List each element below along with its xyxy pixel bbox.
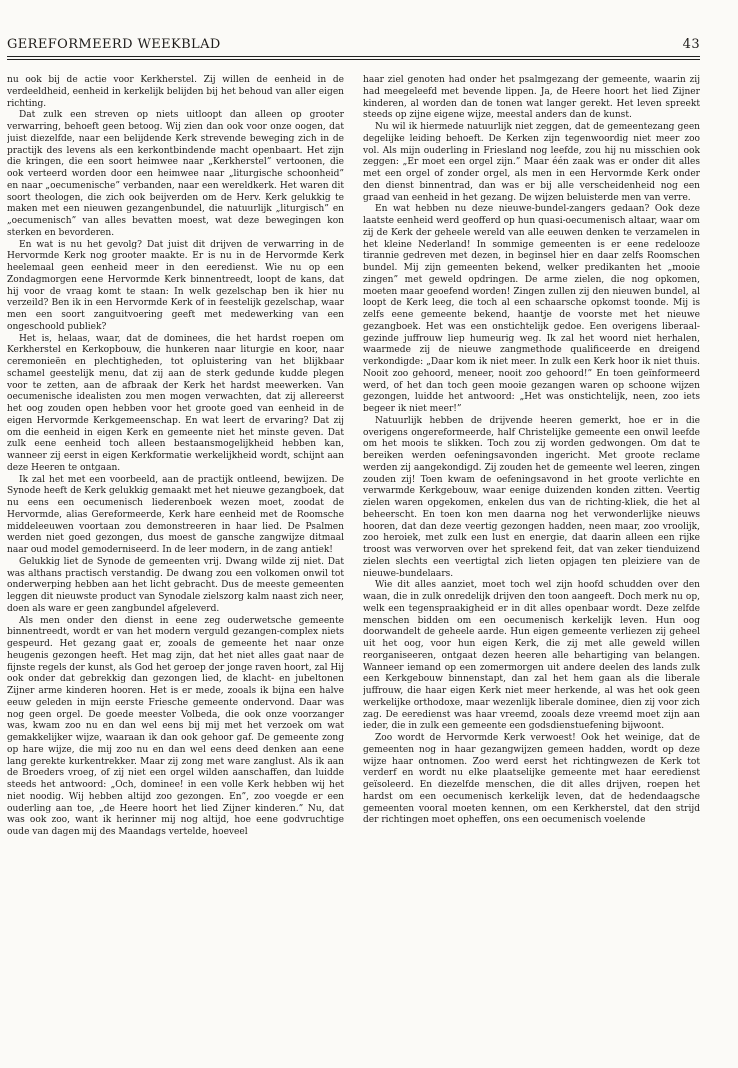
journal-title: GEREFORMEERD WEEKBLAD	[7, 37, 221, 52]
paragraph: Nu wil ik hiermede natuurlijk niet zeggen, dat de gemeentezang geen degelijke leiding behoeft. De Kerken zijn tegenwoordig niet meer zoo vol. Als mijn ouderling in Friesland nog leefde, zou hij nu misschien ook zeggen: „Er moet een orgel zijn.” Maar één zaak was er onder dit alles met een orgel of zonder orgel, als men in een Hervormde Kerk onder den dienst binnentrad, dan was er bij alle verscheidenheid nog een graad van eenheid in het gezang. De wijzen beluisterde men van verre.	[363, 122, 700, 203]
paragraph: nu ook bij de actie voor Kerkherstel. Zij willen de eenheid in de verdeeldheid, eenheid in kerkelijk belijden bij het behoud van aller eigen richting.	[7, 75, 344, 109]
paragraph: Zoo wordt de Hervormde Kerk verwoest! Ook het weinige, dat de gemeenten nog in haar gezangwijzen gemeen hadden, wordt op deze wijze haar ontnomen. Zoo werd eerst het richtingwezen de Kerk tot verderf en wordt nu elke plaatselijke gemeente met haar eeredienst geïsoleerd. En diezelfde menschen, die dit alles drijven, roepen het hardst om een oecumenisch kerkelijk leven, dat de hedendaagsche gemeenten vooral moeten kennen, om een Kerkherstel, dat den strijd der richtingen moet opheffen, ons een oecumenisch voelende	[363, 733, 700, 826]
header-rule-thick	[7, 56, 700, 57]
paragraph: Dat zulk een streven op niets uitloopt dan alleen op grooter verwarring, behoeft geen betoog. Wij zien dan ook voor onze oogen, dat juist diezelfde, naar een belijdende Kerk strevende beweging zich in de practijk des levens als een kerkontbindende macht openbaart. Het zijn die kringen, die een soort heimwee naar „Kerkherstel” vertoonen, die ook verteerd worden door een heimwee naar „liturgische schoonheid” en naar „oecumenische” verbanden, naar een wereldkerk. Het waren dit soort theologen, die zich ook beijverden om de Herv. Kerk gelukkig te maken met een nieuwen gezangenbundel, die natuurlijk „liturgisch” en „oecumenisch” van alles bevatten moest, wat deze bewegingen kon sterken en bevorderen.	[7, 110, 344, 238]
paragraph: Natuurlijk hebben de drijvende heeren gemerkt, hoe er in die overigens ongereformeerde, half Christelijke gemeente een onwil leefde om het moois te slikken. Toch zou zij worden gedwongen. Om dat te bereiken werden oefeningsavonden ingericht. Met groote reclame werden zij aangekondigd. Zij zouden het de gemeente wel leeren, zingen zouden zij! Toen kwam de oefeningsavond in het groote verlichte en verwarmde Kerkgebouw, waar eenige duizenden konden zitten. Veertig zielen waren opgekomen, enkelen dus van de richting-kliek, die het al beheerscht. En toen kon men daarna nog het verwonderlijke nieuws hooren, dat dan deze veertig gezongen hadden, neen maar, zoo vroolijk, zoo heroiek, met zulk een lust en energie, dat daarin alleen een rijke troost was verworven over het sprekend feit, dat van zeker tienduizend zielen slechts een veertigtal zich lieten opjagen ten pleiziere van de nieuwe-bundelaars.	[363, 415, 700, 579]
paragraph: En wat hebben nu deze nieuwe-bundel-zangers gedaan? Ook deze laatste eenheid werd geofferd op hun quasi-oecumenisch altaar, waar om zij de Kerk der geheele wereld van alle eeuwen denken te verzamelen in het kleine Nederland! In sommige gemeenten is er eene redelooze tirannie gedreven met dezen, in beginsel hier en daar zelfs Roomschen bundel. Mij zijn gemeenten bekend, welker predikanten het „mooie zingen” met geweld opdringen. De arme zielen, die nog opkomen, moeten maar geoefend worden! Zingen zullen zij den nieuwen bundel, al loopt de Kerk leeg, die toch al een schaarsche opkomst toonde. Mij is zelfs eene gemeente bekend, haantje de voorste met het nieuwe gezangboek. Het was een onstichtelijk gedoe. Een overigens liberaal-gezinde juffrouw liep humeurig weg. Ik zal het woord niet herhalen, waarmede zij de nieuwe zangmethode qualificeerde en dreigend verkondigde: „Daar kom ik niet meer. In zulk een Kerk hoor ik niet thuis. Nooit zoo gehoord, meneer, nooit zoo gehoord!” En toen geïnformeerd werd, of het dan toch geen mooie gezangen waren op schoone wijzen gezongen, luidde het antwoord: „Het was onstichtelijk, neen, zoo iets begeer ik niet meer!”	[363, 204, 700, 414]
article-body	[7, 75, 700, 1050]
left-column	[7, 75, 344, 1050]
header-rule-thin	[7, 59, 700, 60]
paragraph: Het is, helaas, waar, dat de dominees, die het hardst roepen om Kerkherstel en Kerkopbouw, die hunkeren naar liturgie en koor, naar ceremonieën en plechtigheden, tot opluistering van het blijkbaar schamel geestelijk menu, dat zij aan de sterk gedunde kudde plegen voor te zetten, aan de afbraak der Kerk het hardst meewerken. Van oecumenische idealisten zou men mogen verwachten, dat zij allereerst het oog zouden open hebben voor het groote goed van eenheid in de eigen Hervormde Kerkgemeenschap. En wat leert de ervaring? Dat zij om die eenheid in eigen Kerk en gemeente niet het minste geven. Dat zulk eene eenheid toch alleen bestaansmogelijkheid hebben kan, wanneer zij eerst in eigen Kerkformatie werkelijkheid wordt, schijnt aan deze Heeren te ontgaan.	[7, 333, 344, 473]
paragraph: haar ziel genoten had onder het psalmgezang der gemeente, waarin zij had meegeleefd met bevende lippen. Ja, de Heere hoort het lied Zijner kinderen, al worden dan de tonen wat langer gerekt. Het leven spreekt steeds op zijne eigene wijze, meestal anders dan de kunst.	[363, 75, 700, 121]
paragraph: Gelukkig liet de Synode de gemeenten vrij. Dwang wilde zij niet. Dat was althans practisch verstandig. De dwang zou een volkomen onwil tot onderwerping hebben aan het licht gebracht. Dus de meeste gemeenten leggen dit nieuwste product van Synodale zielszorg kalm naast zich neer, doen als ware er geen zangbundel afgeleverd.	[7, 556, 344, 614]
paragraph: En wat is nu het gevolg? Dat juist dit drijven de verwarring in de Hervormde Kerk nog grooter maakte. Er is nu in de Hervormde Kerk heelemaal geen eenheid meer in den eeredienst. Wie nu op een Zondagmorgen eene Hervormde Kerk binnentreedt, loopt de kans, dat hij voor de vraag komt te staan: In welk gezelschap ben ik hier nu verzeild? Ben ik in een Hervormde Kerk of in feestelijk gezelschap, waar men een soort zanguitvoering geeft met medewerking van een ongeschoold publiek?	[7, 239, 344, 332]
page-number: 43	[682, 37, 700, 52]
right-column	[363, 75, 700, 1050]
paragraph: Ik zal het met een voorbeeld, aan de practijk ontleend, bewijzen. De Synode heeft de Kerk gelukkig gemaakt met het nieuwe gezangboek, dat nu eens een oecumenisch liederenboek wezen moet, zoodat de Hervormde, alias Gereformeerde, Kerk hare eenheid met de Roomsche middeleeuwen voortaan zou demonstreeren in haar lied. De Psalmen werden niet goed gezongen, dus moest de gansche zangwijze ditmaal naar oud model gemoderniseerd. In de leer modern, in de zang antiek!	[7, 474, 344, 555]
paragraph: Als men onder den dienst in eene zeg ouderwetsche gemeente binnentreedt, wordt er van het modern verguld gezangen-complex niets gespeurd. Het gezang gaat er, zooals de gemeente het naar onze heugenis gezongen heeft. Het mag zijn, dat het niet alles gaat naar de fijnste regels der kunst, als God het geroep der jonge raven hoort, zal Hij ook onder dat gebrekkig dan gezongen lied, de klacht- en jubeltonen Zijner arme kinderen hooren. Het is er mede, zooals ik bijna een halve eeuw geleden in mijn eerste Friesche gemeente ondervond. Daar was nog geen orgel. De goede meester Volbeda, die ook onze voorzanger was, kwam zoo nu en dan wel eens bij mij met het verzoek om wat gemakkelijker wijze, waaraan ik dan ook gehoor gaf. De gemeente zong op hare wijze, die mij zoo nu en dan wel eens deed denken aan eene lang gerekte kurkentrekker. Maar zij zong met ware zanglust. Als ik aan de Broeders vroeg, of zij niet een orgel wilden aanschaffen, dan luidde steeds het antwoord: „Och, dominee! in een volle Kerk hebben wij het niet noodig. Wij hebben altijd zoo gezongen. En”, zoo voegde er een ouderling aan toe, „de Heere hoort het lied Zijner kinderen.” Nu, dat was ook zoo, want ik herinner mij nog altijd, hoe eene godvruchtige oude van dagen mij des Maandags vertelde, hoeveel	[7, 615, 344, 837]
paragraph: Wie dit alles aanziet, moet toch wel zijn hoofd schudden over den waan, die in zulk onredelijk drijven den toon aangeeft. Doch merk nu op, welk een tegenspraakigheid er in dit alles openbaar wordt. Deze zelfde menschen bidden om een oecumenisch kerkelijk leven. Hun oog doorwandelt de geheele aarde. Hun eigen gemeente verliezen zij geheel uit het oog, voor hun eigen Kerk, die zij met alle geweld willen reorganiseeren, ontgaat dezen heeren alle behartiging van belangen. Wanneer iemand op een zomermorgen uit andere deelen des lands zulk een Kerkgebouw binnenstapt, dan zal het hem gaan als die liberale juffrouw, die haar eigen Kerk niet meer herkende, al was het ook geen werkelijke orthodoxe, maar wezenlijk liberale dominee, dien zij voor zich zag. De eeredienst was haar vreemd, zooals deze vreemd moet zijn aan ieder, die in zulk een gemeente een godsdienstuefening bijwoont.	[363, 580, 700, 732]
running-header	[7, 34, 700, 52]
